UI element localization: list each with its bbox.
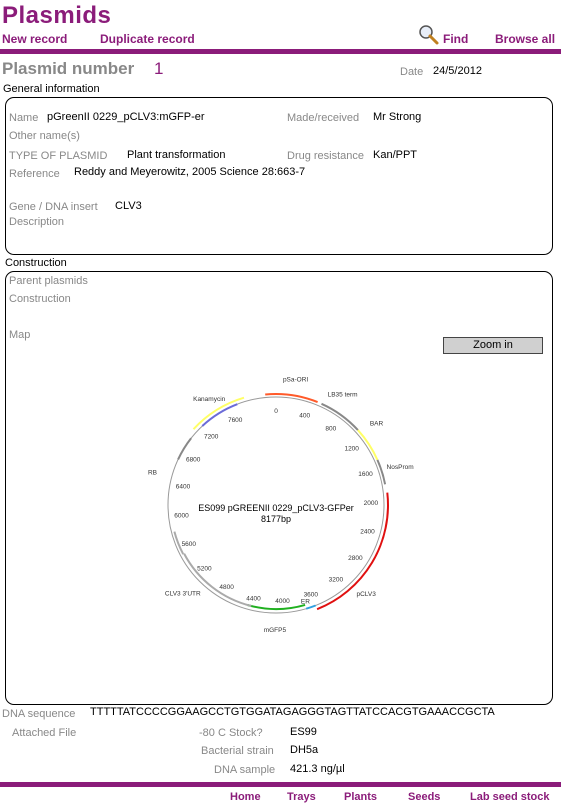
map-tick-label: 3600 bbox=[303, 591, 319, 599]
date-label: Date bbox=[400, 66, 424, 78]
name-field[interactable]: pGreenII 0229_pCLV3:mGFP-er bbox=[47, 111, 205, 123]
plasmid-type-label: TYPE OF PLASMID bbox=[9, 150, 108, 162]
map-plasmid-size: 8177bp bbox=[260, 514, 292, 524]
app-title: Plasmids bbox=[2, 2, 112, 29]
magnifier-icon bbox=[418, 24, 440, 46]
map-label: Map bbox=[9, 329, 31, 341]
made-received-field[interactable]: Mr Strong bbox=[373, 111, 422, 123]
map-feature-label-lb-term: LB35 term bbox=[327, 391, 358, 399]
plasmid-number-label: Plasmid number bbox=[2, 59, 135, 78]
map-tick-label: 7200 bbox=[203, 433, 219, 441]
map-tick-label: 6000 bbox=[174, 512, 189, 520]
bacterial-strain-field[interactable]: DH5a bbox=[290, 744, 319, 756]
feature-psa-ori bbox=[265, 394, 276, 395]
map-feature-label-nos-prom: NosProm bbox=[386, 464, 414, 472]
plasmid-map[interactable] bbox=[140, 365, 430, 665]
browse-all-link[interactable]: Browse all bbox=[495, 32, 556, 46]
dna-sequence-field[interactable]: TTTTTATCCCCGGAAGCCTGTGGATAGAGGGTAGTTATCCACGTGAAACCGCTA bbox=[90, 706, 495, 718]
map-tick-label: 5600 bbox=[181, 540, 197, 548]
footer-lab-seed-stock-link[interactable]: Lab seed stock bbox=[470, 791, 550, 803]
map-tick-label: 6400 bbox=[175, 483, 191, 491]
description-label: Description bbox=[9, 216, 65, 228]
dna-sample-field[interactable]: 421.3 ng/µl bbox=[290, 763, 345, 775]
drug-resistance-field[interactable]: Kan/PPT bbox=[373, 149, 418, 161]
other-names-label: Other name(s) bbox=[9, 130, 80, 142]
attached-file-label: Attached File bbox=[12, 727, 77, 739]
map-tick-label: 1200 bbox=[344, 445, 359, 453]
map-feature-label-rb: RB bbox=[147, 469, 158, 477]
map-tick-label: 2800 bbox=[348, 555, 363, 563]
map-feature-label-clv3-utr: CLV3 3'UTR bbox=[164, 590, 201, 598]
map-feature-label-bar: BAR bbox=[369, 420, 384, 428]
map-tick-label: 3200 bbox=[328, 576, 344, 584]
reference-field[interactable]: Reddy and Meyerowitz, 2005 Science 28:663-7 bbox=[74, 166, 306, 178]
map-tick-label: 4000 bbox=[275, 597, 290, 605]
map-tick-label: 1600 bbox=[358, 471, 373, 479]
footer-trays-link[interactable]: Trays bbox=[287, 791, 316, 803]
name-label: Name bbox=[9, 112, 39, 124]
feature-psa-ori bbox=[276, 394, 318, 402]
footer-seeds-link[interactable]: Seeds bbox=[408, 791, 441, 803]
map-tick-label: 400 bbox=[299, 412, 311, 420]
footer-plants-link[interactable]: Plants bbox=[344, 791, 378, 803]
map-feature-label-pclv3: pCLV3 bbox=[356, 591, 376, 598]
map-tick-label: 6800 bbox=[185, 456, 201, 464]
map-feature-label-kanamycin: Kanamycin bbox=[193, 396, 226, 404]
map-tick-label: 4800 bbox=[219, 584, 234, 592]
footer-home-link[interactable]: Home bbox=[230, 791, 261, 803]
feature-clv3-utr bbox=[184, 554, 251, 606]
construction-title: Construction bbox=[5, 257, 67, 269]
bottom-divider bbox=[0, 782, 561, 787]
construction-label: Construction bbox=[9, 293, 71, 305]
map-feature-label-psa-ori: pSa-ORI bbox=[282, 376, 309, 384]
map-tick-label: 2000 bbox=[363, 499, 379, 507]
date-value[interactable]: 24/5/2012 bbox=[433, 65, 482, 77]
feature-er bbox=[306, 606, 315, 609]
gene-insert-field[interactable]: CLV3 bbox=[115, 200, 142, 212]
plasmid-type-field[interactable]: Plant transformation bbox=[127, 149, 226, 161]
dna-sample-label: DNA sample bbox=[214, 764, 276, 776]
feature-bar bbox=[358, 430, 378, 460]
general-info-title: General information bbox=[3, 83, 100, 95]
map-tick-label: 800 bbox=[325, 425, 337, 433]
made-received-label: Made/received bbox=[287, 112, 360, 124]
stock-label: -80 C Stock? bbox=[199, 727, 263, 739]
new-record-link[interactable]: New record bbox=[2, 32, 68, 46]
feature-mgfp5 bbox=[248, 605, 306, 609]
drug-resistance-label: Drug resistance bbox=[287, 150, 365, 162]
map-tick-label: 4400 bbox=[246, 595, 261, 603]
find-button[interactable] bbox=[418, 24, 440, 46]
stock-field[interactable]: ES99 bbox=[290, 726, 317, 738]
map-feature-label-er: ER bbox=[300, 598, 310, 606]
map-tick-label: 5200 bbox=[197, 565, 212, 573]
map-tick-label: 7600 bbox=[227, 417, 243, 425]
parent-plasmids-label: Parent plasmids bbox=[9, 275, 88, 287]
dna-sequence-label: DNA sequence bbox=[2, 708, 76, 720]
bacterial-strain-label: Bacterial strain bbox=[201, 745, 274, 757]
zoom-in-button[interactable]: Zoom in bbox=[443, 337, 543, 354]
gene-insert-label: Gene / DNA insert bbox=[9, 201, 98, 213]
map-tick-label: 0 bbox=[274, 408, 278, 415]
map-plasmid-name: ES099 pGREENII 0229_pCLV3-GFPer bbox=[198, 503, 354, 513]
reference-label: Reference bbox=[9, 168, 60, 180]
duplicate-record-link[interactable]: Duplicate record bbox=[100, 32, 195, 46]
map-feature-label-mgfp5: mGFP5 bbox=[263, 627, 287, 634]
map-tick-label: 2400 bbox=[360, 528, 375, 536]
plasmid-number: 1 bbox=[154, 59, 164, 78]
find-link[interactable]: Find bbox=[443, 32, 469, 46]
top-divider bbox=[0, 49, 561, 54]
